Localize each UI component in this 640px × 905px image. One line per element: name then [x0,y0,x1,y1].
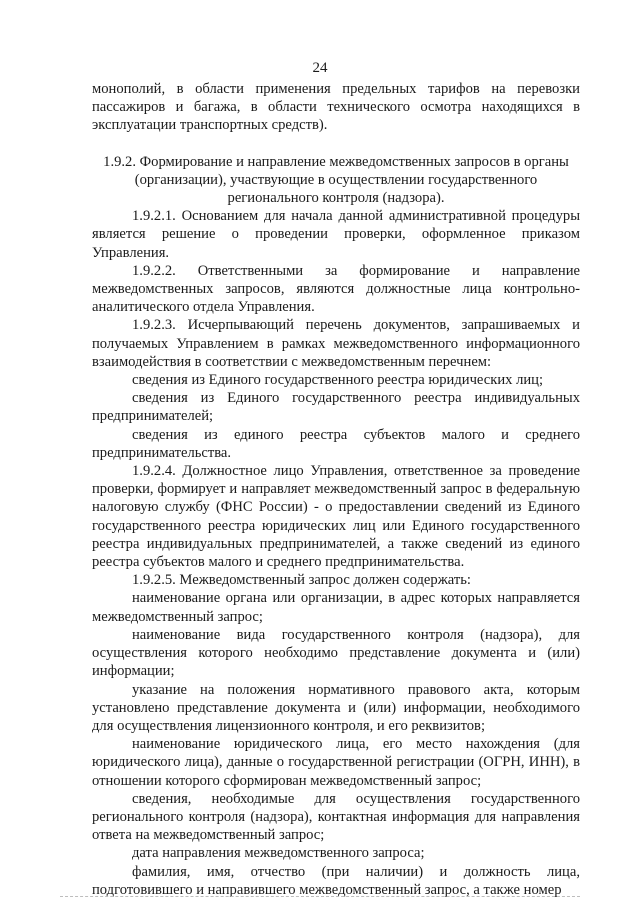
list-item: сведения из единого реестра субъектов малого и среднего предпринимательства. [92,426,580,461]
paragraph-continuation: монополий, в области применения предельных тарифов на перевозки пассажиров и багажа, в области технического осмотра находящихся в эксплуатации транспортных средств). [92,81,580,134]
paragraph: 1.9.2.1. Основанием для начала данной административной процедуры является решение о проведении проверки, оформленное приказом Управления. [92,208,580,261]
list-item: сведения, необходимые для осуществления государственного регионального контроля (надзора), контактная информация для направления ответа на межведомственный запрос; [92,790,580,844]
list-item: фамилия, имя, отчество (при наличии) и должность лица, подготовившего и направившего межведомственный запрос, а также номер [92,863,580,898]
section-heading: 1.9.2. Формирование и направление межведомственных запросов в органы (организации), участвующие в осуществлении государственного регионального контроля (надзора). [103,153,569,207]
paragraph: 1.9.2.4. Должностное лицо Управления, ответственное за проведение проверки, формирует и направляет межведомственный запрос в федеральную налоговую службу (ФНС России) - о предоставлении сведений из Единого государственного реестра юридических лиц или Единого государственного реестра индивидуальных предпринимателей, а также сведений из единого реестра субъектов малого и среднего предпринимательства. [92,463,580,571]
list-item: дата направления межведомственного запроса; [132,845,425,862]
list-item: сведения из Единого государственного реестра индивидуальных предпринимателей; [92,390,580,425]
paragraph: 1.9.2.2. Ответственными за формирование и направление межведомственных запросов, являются должностные лица контрольно-аналитического отдела Управления. [92,262,580,316]
page-number: 24 [312,60,328,76]
document-body [92,80,580,899]
scan-artifact-divider [60,896,580,897]
list-item: наименование органа или организации, в адрес которых направляется межведомственный запрос; [92,590,580,625]
list-item: наименование юридического лица, его место нахождения (для юридического лица), данные о государственной регистрации (ОГРН, ИНН), в отношении которого сформирован межведомственный запрос; [92,736,580,789]
list-item: наименование вида государственного контроля (надзора), для осуществления которого необходимо представление документа и (или) информации; [92,626,580,680]
paragraph: 1.9.2.5. Межведомственный запрос должен содержать: [132,572,471,589]
list-item: сведения из Единого государственного реестра юридических лиц; [132,372,544,389]
list-item: указание на положения нормативного правового акта, которым установлено представление документа и (или) информации, необходимого для осуществления лицензионного контроля, и его реквизитов; [92,681,580,734]
paragraph: 1.9.2.3. Исчерпывающий перечень документов, запрашиваемых и получаемых Управлением в рамках межведомственного информационного взаимодействия в соответствии с межведомственным перечнем: [92,317,580,370]
